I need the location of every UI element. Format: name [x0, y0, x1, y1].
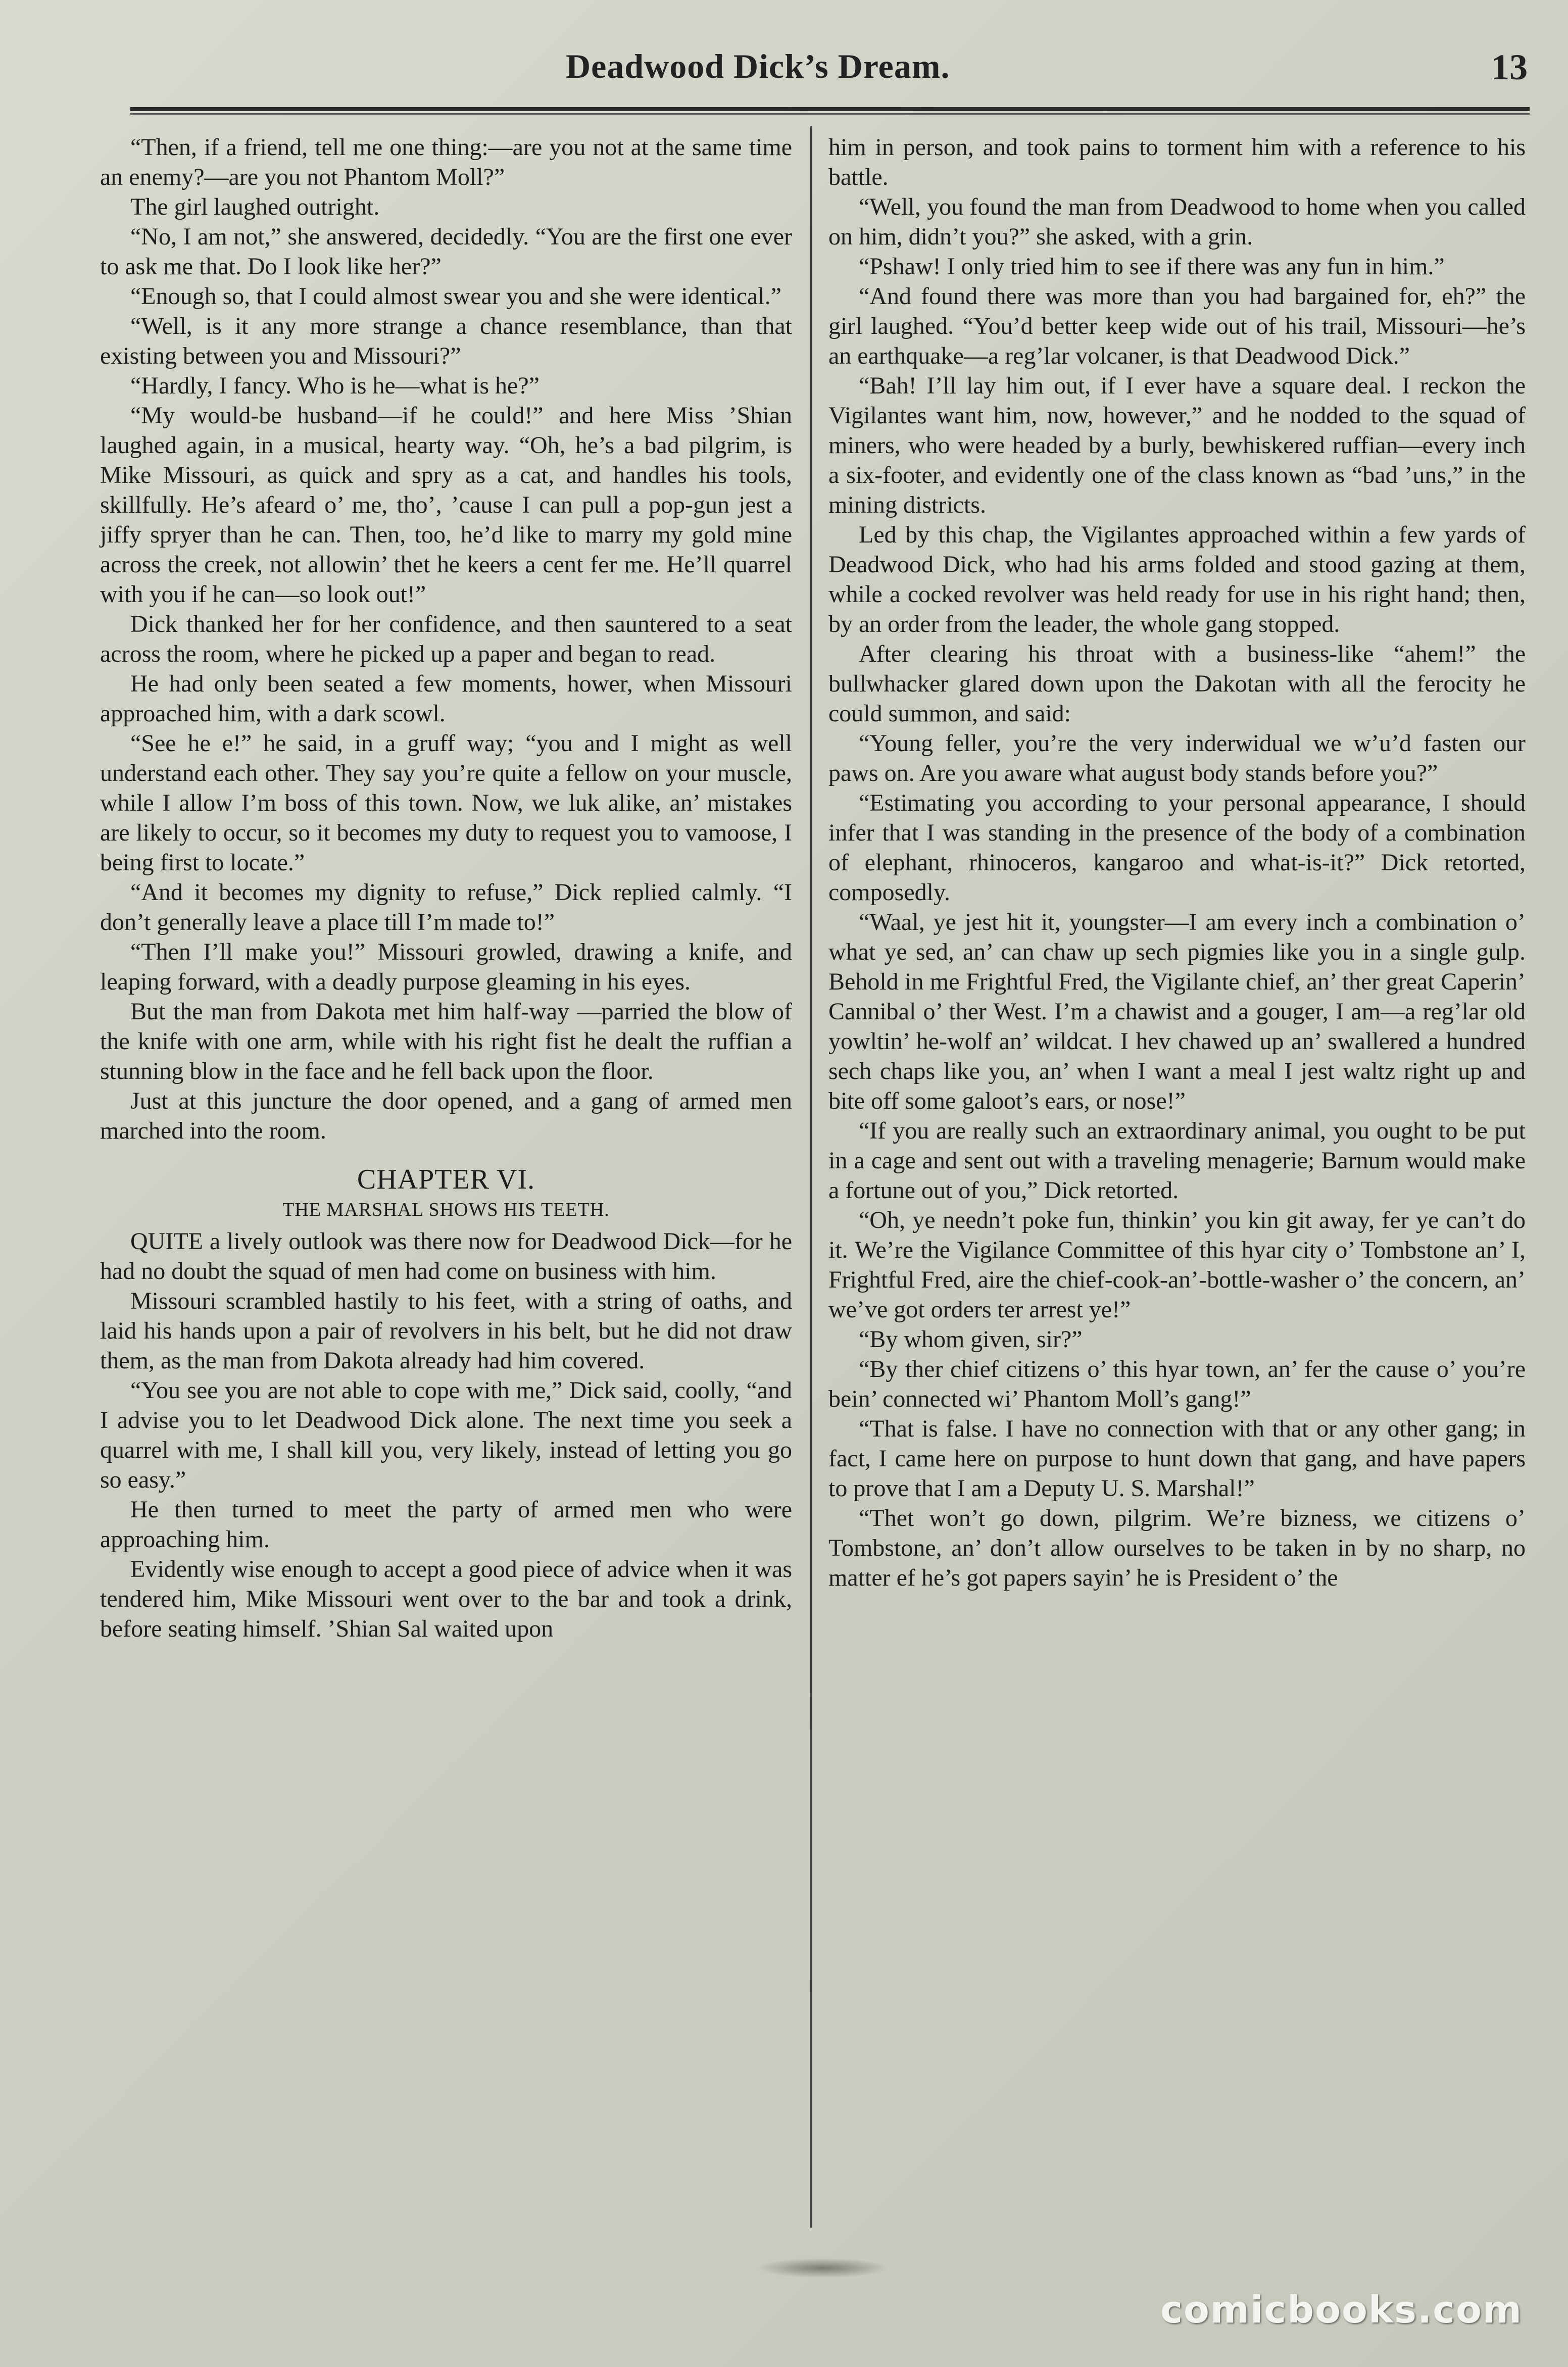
- paragraph: “Enough so, that I could almost swear you and she were identical.”: [130, 283, 781, 310]
- paragraph: Evidently wise enough to accept a good piece of advice when it was tendered him, Mike Missouri went over to the bar and took a drink, before seating himself. ’Shian Sal waited upon: [100, 1556, 792, 1642]
- page-number: 13: [1491, 47, 1528, 87]
- paragraph: him in person, and took pains to torment him with a reference to his battle.: [828, 134, 1526, 190]
- paragraph: “That is false. I have no connection with that or any other gang; in fact, I came here on purpose to hunt down that gang, and have papers to prove that I am a Deputy U. S. Marshal!”: [828, 1415, 1526, 1502]
- paragraph: “Bah! I’ll lay him out, if I ever have a square deal. I reckon the Vigilantes want him, now, however,” and he nodded to the squad of miners, who were headed by a burly, bewhiskered ruffian—every inch a six-footer, and evidently one of the class known as “bad ’uns,” in the mining districts.: [828, 372, 1526, 518]
- paragraph: “Young feller, you’re the very inderwidual we w’u’d fasten our paws on. Are you aware what august body stands before you?”: [828, 730, 1526, 786]
- paragraph: “Pshaw! I only tried him to see if there was any fun in him.”: [859, 253, 1445, 280]
- column-divider: [810, 126, 812, 2228]
- paragraph: “No, I am not,” she answered, decidedly. “You are the first one ever to ask me that. Do I look like her?”: [100, 223, 792, 280]
- paragraph: “You see you are not able to cope with me,” Dick said, coolly, “and I advise you to let Deadwood Dick alone. The next time you seek a quarrel with me, I shall kill you, very likely, instead of letting you go so easy.”: [100, 1377, 792, 1493]
- paragraph: “See he e!” he said, in a gruff way; “you and I might as well understand each other. They say you’re quite a fellow on your muscle, while I allow I’m boss of this town. Now, we luk alike, an’ mistakes are likely to occur, so it becomes my duty to request you to vamoose, I being first to locate.”: [100, 730, 792, 876]
- paragraph: “Oh, ye needn’t poke fun, thinkin’ you kin git away, fer ye can’t do it. We’re the Vigilance Committee of this hyar city o’ Tombstone an’ I, Frightful Fred, aire the chief-cook-an’-bottle-washer o’ the concern, an’ we’ve got orders ter arrest ye!”: [828, 1207, 1526, 1323]
- right-column: [828, 132, 1526, 1593]
- paragraph: “Well, you found the man from Deadwood to home when you called on him, didn’t you?” she asked, with a grin.: [828, 193, 1526, 250]
- paragraph: “Then I’ll make you!” Missouri growled, drawing a knife, and leaping forward, with a deadly purpose gleaming in his eyes.: [100, 939, 792, 995]
- paragraph: “Then, if a friend, tell me one thing:—are you not at the same time an enemy?—are you not Phantom Moll?”: [100, 134, 792, 190]
- watermark: comicbooks.com: [1160, 2288, 1523, 2332]
- paragraph: “Well, is it any more strange a chance resemblance, than that existing between you and Missouri?”: [100, 313, 792, 369]
- paragraph: After clearing his throat with a business-like “ahem!” the bullwhacker glared down upon the Dakotan with all the ferocity he could summon, and said:: [828, 640, 1526, 727]
- paragraph: “Thet won’t go down, pilgrim. We’re bizness, we citizens o’ Tombstone, an’ don’t allow ourselves to be taken in by no sharp, no matter ef he’s got papers sayin’ he is President o’ the: [828, 1505, 1526, 1591]
- paragraph: “And found there was more than you had bargained for, eh?” the girl laughed. “You’d better keep wide out of his trail, Missouri—he’s an earthquake—a reg’lar volcaner, is that Deadwood Dick.”: [828, 283, 1526, 369]
- chapter-subtitle: THE MARSHAL SHOWS HIS TEETH.: [282, 1199, 610, 1220]
- paragraph: QUITE a lively outlook was there now for Deadwood Dick—for he had no doubt the squad of men had come on business with him.: [100, 1228, 792, 1285]
- paragraph: “By ther chief citizens o’ this hyar town, an’ fer the cause o’ you’re bein’ connected wi’ Phantom Moll’s gang!”: [828, 1356, 1526, 1412]
- paragraph: The girl laughed outright.: [130, 193, 380, 220]
- chapter-title: CHAPTER VI.: [357, 1164, 535, 1195]
- paragraph: “Waal, ye jest hit it, youngster—I am every inch a combination o’ what ye sed, an’ can chaw up sech pigmies like you in a single gulp. Behold in me Frightful Fred, the Vigilante chief, an’ ther great Caperin’ Cannibal o’ ther West. I’m a chawist and a gouger, I am—a reg’lar old yowltin’ he-wolf an’ wildcat. I hev chawed up an’ swallered a hundred sech chaps like you, an’ when I want a meal I jest waltz right up and bite off some galoot’s ears, or nose!”: [828, 909, 1526, 1114]
- paragraph: “Estimating you according to your personal appearance, I should infer that I was standing in the presence of the body of a combination of elephant, rhinoceros, kangaroo and what-is-it?” Dick retorted, composedly.: [828, 790, 1526, 906]
- ink-smudge: [758, 2258, 889, 2278]
- paragraph: He then turned to meet the party of armed men who were approaching him.: [100, 1496, 792, 1553]
- paragraph: Dick thanked her for her confidence, and then sauntered to a seat across the room, where he picked up a paper and began to read.: [100, 611, 792, 667]
- paragraph: Just at this juncture the door opened, and a gang of armed men marched into the room.: [100, 1088, 792, 1144]
- paragraph: Led by this chap, the Vigilantes approached within a few yards of Deadwood Dick, who had his arms folded and stood gazing at them, while a cocked revolver was held ready for use in his right hand; then, by an order from the leader, the whole gang stopped.: [828, 521, 1526, 637]
- header-rule-thin: [130, 113, 1530, 115]
- paragraph: Missouri scrambled hastily to his feet, with a string of oaths, and laid his hands upon a pair of revolvers in his belt, but he did not draw them, as the man from Dakota already had him covered.: [100, 1288, 792, 1374]
- paragraph: “My would-be husband—if he could!” and here Miss ’Shian laughed again, in a musical, hearty way. “Oh, he’s a bad pilgrim, is Mike Missouri, as quick and spry as a cat, and handles his tools, skillfully. He’s afeard o’ me, tho’, ’cause I can pull a pop-gun jest a jiffy spryer than he can. Then, too, he’d like to marry my gold mine across the creek, not allowin’ thet he keers a cent fer me. He’ll quarrel with you if he can—so look out!”: [100, 402, 792, 608]
- paragraph: But the man from Dakota met him half-way —parried the blow of the knife with one arm, while with his right fist he dealt the ruffian a stunning blow in the face and he fell back upon the floor.: [100, 998, 792, 1084]
- paragraph: “By whom given, sir?”: [859, 1326, 1083, 1353]
- paragraph: “And it becomes my dignity to refuse,” Dick replied calmly. “I don’t generally leave a place till I’m made to!”: [100, 879, 792, 935]
- paragraph: “If you are really such an extraordinary animal, you ought to be put in a cage and sent out with a traveling menagerie; Barnum would make a fortune out of you,” Dick retorted.: [828, 1117, 1526, 1204]
- left-column: [100, 132, 792, 1644]
- paragraph: He had only been seated a few moments, hower, when Missouri approached him, with a dark scowl.: [100, 670, 792, 727]
- paragraph: “Hardly, I fancy. Who is he—what is he?”: [130, 372, 540, 399]
- header-rule: [130, 107, 1530, 111]
- running-head: Deadwood Dick’s Dream.: [566, 47, 950, 85]
